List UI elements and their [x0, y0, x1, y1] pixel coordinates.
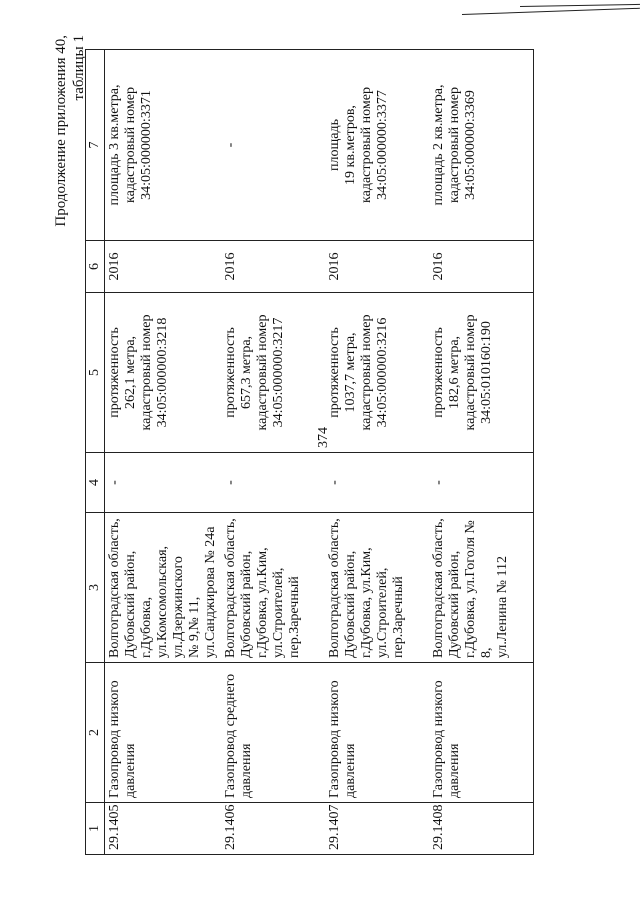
land-plot-cell-line: 34:05:000000:3371 — [139, 90, 154, 200]
address-cell-line: ул.Строителей, — [271, 567, 286, 658]
characteristics-cell — [429, 293, 534, 453]
address-cell-line: ул.Дзержинского — [171, 556, 186, 658]
address-cell-line: г.Дубовка, — [139, 596, 154, 658]
header-cell: 1 — [86, 803, 105, 855]
address-cell-line: ул.Санджирова № 24а — [203, 526, 218, 658]
address-cell-line: ул.Строителей, — [375, 567, 390, 658]
land-plot-cell-line: 34:05:000000:3377 — [375, 90, 390, 200]
characteristics-cell-line: 657,3 метра, — [239, 335, 254, 410]
characteristics-cell-line: 1037,7 метра, — [343, 332, 358, 413]
land-plot-cell — [221, 50, 325, 241]
land-plot-cell — [325, 50, 429, 241]
registry-table-container — [85, 50, 630, 855]
characteristics-cell-line: кадастровый номер — [359, 314, 374, 431]
characteristics-cell-line: протяженность — [107, 327, 122, 418]
land-plot-cell-line: площадь — [327, 119, 342, 171]
address-cell-line: Волгоградская область, — [327, 518, 342, 658]
address-cell-line: Дубовский район, — [239, 550, 254, 658]
address-cell-line: Волгоградская область, — [431, 518, 446, 658]
header-cell: 5 — [86, 293, 105, 453]
characteristics-cell-line: 182,6 метра, — [447, 335, 462, 410]
object-name-cell: Газопровод низкого давления — [105, 663, 222, 803]
year-cell: 2016 — [325, 241, 429, 293]
land-plot-cell-line: кадастровый номер — [447, 87, 462, 203]
address-cell — [325, 513, 429, 663]
page-number: 374 — [316, 427, 331, 448]
header-cell: 2 — [86, 663, 105, 803]
object-name-cell: Газопровод низкого давления — [325, 663, 429, 803]
header-cell: 3 — [86, 513, 105, 663]
object-name-cell: Газопровод среднего давления — [221, 663, 325, 803]
characteristics-cell-line: протяженность — [223, 327, 238, 418]
land-plot-cell-line: 34:05:000000:3369 — [463, 90, 478, 200]
characteristics-cell-line: кадастровый номер — [255, 314, 270, 431]
table-row — [325, 50, 429, 855]
header-row — [86, 50, 105, 855]
address-cell-line: ул.Ленина № 112 — [495, 555, 510, 658]
characteristics-cell-line: 34:05:000000:3216 — [375, 317, 390, 428]
land-plot-cell — [105, 50, 222, 241]
scan-edge-line — [520, 4, 640, 7]
characteristics-cell — [105, 293, 222, 453]
land-plot-cell-line: площадь 2 кв.метра, — [431, 84, 446, 206]
land-plot-cell-line: кадастровый номер — [123, 87, 138, 203]
characteristics-cell-line: 34:05:010160:190 — [479, 321, 494, 424]
address-cell-line: ул.Комсомольская, — [155, 545, 170, 658]
address-cell-line: Дубовский район, — [123, 550, 138, 658]
table-caption — [52, 35, 88, 255]
characteristics-cell — [221, 293, 325, 453]
address-cell — [221, 513, 325, 663]
address-cell-line: пер.Заречный — [391, 576, 406, 658]
characteristics-cell-line: 34:05:000000:3218 — [155, 317, 170, 428]
year-cell: 2016 — [429, 241, 534, 293]
address-cell — [429, 513, 534, 663]
year-cell: 2016 — [105, 241, 222, 293]
address-cell-line: Дубовский район, — [343, 550, 358, 658]
address-cell-line: г.Дубовка, ул.Гоголя № 8, — [463, 520, 494, 658]
land-plot-cell — [429, 50, 534, 241]
row-number-cell: 29.1406 — [221, 803, 325, 855]
col4-cell: - — [221, 453, 325, 513]
scan-edge-line — [462, 8, 640, 15]
characteristics-cell-line: 34:05:000000:3217 — [271, 317, 286, 428]
header-cell: 7 — [86, 50, 105, 241]
object-name-cell: Газопровод низкого давления — [429, 663, 534, 803]
year-cell: 2016 — [221, 241, 325, 293]
characteristics-cell-line: протяженность — [431, 327, 446, 418]
characteristics-cell-line: кадастровый номер — [139, 314, 154, 431]
address-cell-line: г.Дубовка, ул.Ким, — [255, 547, 270, 658]
address-cell — [105, 513, 222, 663]
address-cell-line: Волгоградская область, — [223, 518, 238, 658]
address-cell-line: г.Дубовка, ул.Ким, — [359, 547, 374, 658]
land-plot-cell-line: 19 кв.метров, — [343, 105, 358, 185]
characteristics-cell — [325, 293, 429, 453]
col4-cell: - — [325, 453, 429, 513]
characteristics-cell-line: 262,1 метра, — [123, 335, 138, 410]
caption-line-2: таблицы 1 — [71, 35, 87, 101]
address-cell-line: Дубовский район, — [447, 550, 462, 658]
caption-line-1: Продолжение приложения 40, — [53, 35, 69, 227]
header-cell: 6 — [86, 241, 105, 293]
land-plot-cell-line: кадастровый номер — [359, 87, 374, 203]
characteristics-cell-line: кадастровый номер — [463, 314, 478, 431]
land-plot-cell-line: - — [223, 142, 238, 148]
row-number-cell: 29.1405 — [105, 803, 222, 855]
col4-cell: - — [105, 453, 222, 513]
address-cell-line: пер.Заречный — [287, 576, 302, 658]
address-cell-line: Волгоградская область, — [107, 518, 122, 658]
table-row — [105, 50, 222, 855]
address-cell-line: № 9,№ 11, — [187, 596, 202, 658]
land-plot-cell-line: площадь 3 кв.метра, — [107, 84, 122, 206]
row-number-cell: 29.1408 — [429, 803, 534, 855]
table-row — [221, 50, 325, 855]
registry-table — [85, 49, 534, 855]
col4-cell: - — [429, 453, 534, 513]
characteristics-cell-line: протяженность — [327, 327, 342, 418]
table-row — [429, 50, 534, 855]
header-cell: 4 — [86, 453, 105, 513]
row-number-cell: 29.1407 — [325, 803, 429, 855]
